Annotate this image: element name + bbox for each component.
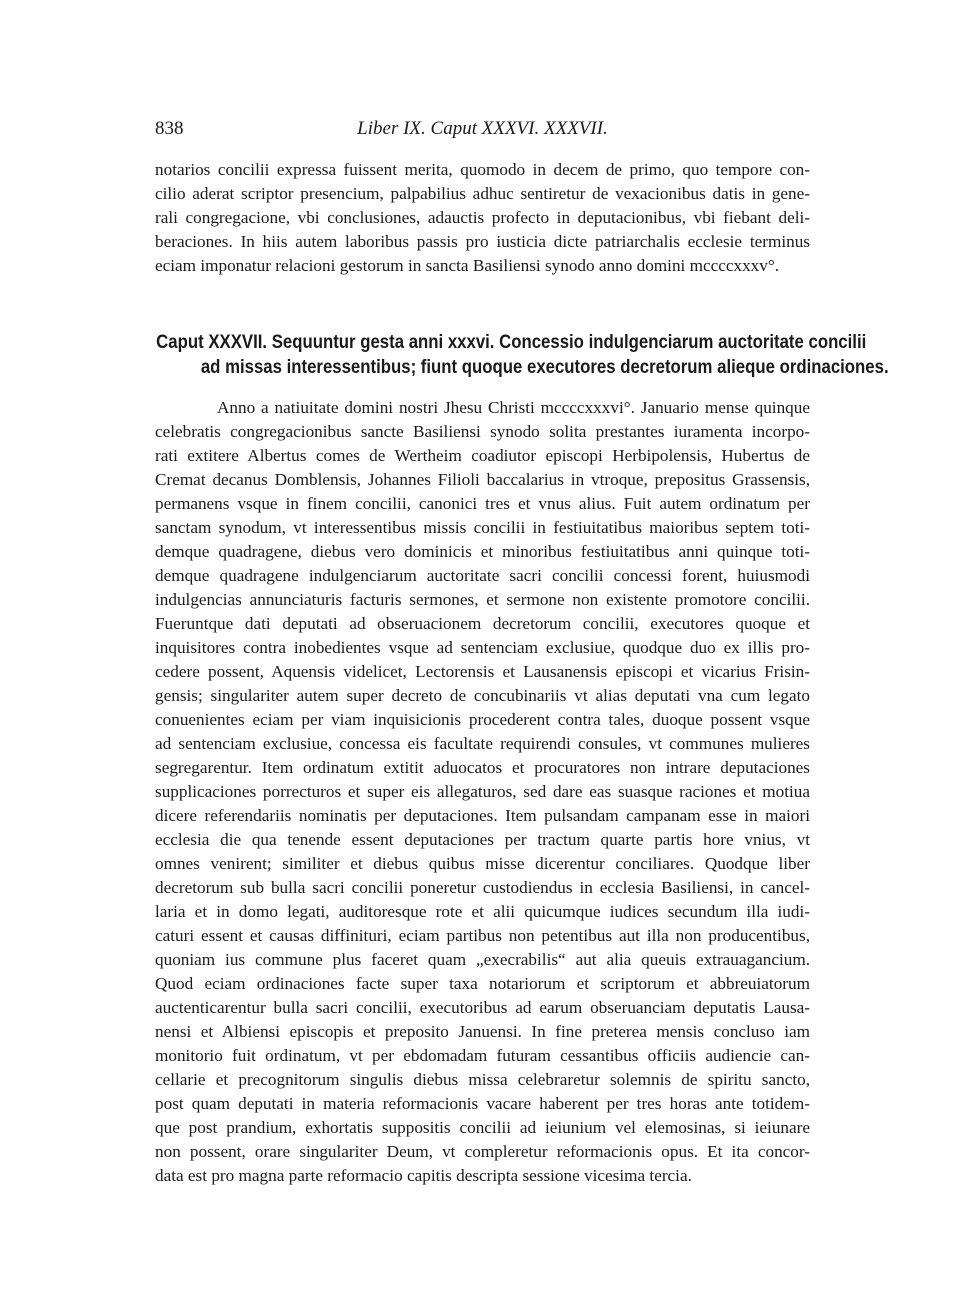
text-line: ad sentenciam exclusiue, concessa eis facultate requirendi consules, vt communes mulieres — [155, 734, 810, 753]
text-line: conuenientes eciam per viam inquisicionis procederent contra tales, duoque possent vsque — [155, 710, 810, 729]
running-head — [155, 118, 810, 144]
continued-paragraph — [155, 158, 810, 278]
text-line: demque quadragene indulgenciarum auctoritate sacri concilii concessi forent, huiusmodi — [155, 566, 810, 585]
text-line: auctenticarentur bulla sacri concilii, executoribus ad earum obseruanciam deputatis Lausa- — [155, 998, 810, 1017]
text-line: demque quadragene, diebus vero dominicis et minoribus festiuitatibus anni quinque toti- — [155, 542, 810, 561]
text-line: monitorio fuit ordinatum, vt per ebdomadam futuram cessantibus officiis audiencie can- — [155, 1046, 810, 1065]
page-number: 838 — [155, 118, 184, 139]
text-line: decretorum sub bulla sacri concilii poneretur custodiendus in ecclesia Basiliensi, in cancel- — [155, 878, 810, 897]
text-line: quoniam ius commune plus faceret quam „execrabilis“ aut alia queuis extrauagancium. — [155, 950, 810, 969]
text-line: que post prandium, exhortatis suppositis concilii ad ieiunium vel elemosinas, si ieiunare — [155, 1118, 810, 1137]
text-line: Anno a natiuitate domini nostri Jhesu Christi mccccxxxvi°. Januario mense quinque — [217, 398, 810, 417]
chapter-body-paragraph — [155, 396, 810, 1188]
text-line: Quod eciam ordinaciones facte super taxa notariorum et scriptorum et abbreuiatorum — [155, 974, 810, 993]
text-line: segregarentur. Item ordinatum extitit aduocatos et procuratores non intrare deputaciones — [155, 758, 810, 777]
text-line: cedere possent, Aquensis videlicet, Lectorensis et Lausanensis episcopi et vicarius Frisin- — [155, 662, 810, 681]
text-line: rali congregacione, vbi conclusiones, adauctis profecto in deputacionibus, vbi fiebant deli- — [155, 208, 810, 227]
text-line: supplicaciones porrecturos et super eis allegaturos, sed dare eas suasque raciones et motiua — [155, 782, 810, 801]
text-line: ecclesia die qua tenende essent deputaciones per tractum quarte partis hore vnius, vt — [155, 830, 810, 849]
chapter-heading — [155, 330, 889, 380]
running-title: Liber IX. Caput XXXVI. XXXVII. — [357, 118, 608, 139]
heading-line: Caput XXXVII. Sequuntur gesta anni xxxvi. Concessio indulgenciarum auctoritate concilii — [155, 331, 866, 353]
text-line: inquisitores contra inobedientes vsque ad sentenciam exclusiue, quodque duo ex illis pro- — [155, 638, 810, 657]
text-line: notarios concilii expressa fuissent merita, quomodo in decem de primo, quo tempore con- — [155, 160, 810, 179]
text-line: rati extitere Albertus comes de Wertheim coadiutor episcopi Herbipolensis, Hubertus de — [155, 446, 810, 465]
text-line: Cremat decanus Domblensis, Johannes Filioli baccalarius in vtroque, prepositus Grassensis, — [155, 470, 810, 489]
text-line: permanens vsque in finem concilii, canonici tres et vnus alius. Fuit autem ordinatum per — [155, 494, 810, 513]
text-line: data est pro magna parte reformacio capitis descripta sessione vicesima tercia. — [155, 1166, 692, 1185]
text-line: beraciones. In hiis autem laboribus passis pro iusticia dicte patriarchalis ecclesie terminus — [155, 232, 810, 251]
text-line: eciam imponatur relacioni gestorum in sancta Basiliensi synodo anno domini mccccxxxv°. — [155, 256, 780, 275]
text-line: gensis; singulariter autem super decreto de concubinariis vt alias deputati vna cum legato — [155, 686, 810, 705]
text-line: indulgencias annunciaturis facturis sermones, et sermone non existente promotore concilii. — [155, 590, 810, 609]
text-line: sanctam synodum, vt interessentibus missis concilii in festiuitatibus maioribus septem toti- — [155, 518, 810, 537]
text-line: cellarie et precognitorum singulis diebus missa celebraretur solemnis de spiritu sancto, — [155, 1070, 810, 1089]
text-line: non possent, orare singulariter Deum, vt compleretur reformacionis opus. Et ita concor- — [155, 1142, 810, 1161]
text-line: dicere referendariis nominatis per deputaciones. Item pulsandam campanam esse in maiori — [155, 806, 810, 825]
text-line: post quam deputati in materia reformacionis vacare haberent per tres horas ante totidem- — [155, 1094, 810, 1113]
heading-line: ad missas interessentibus; fiunt quoque executores decretorum alieque ordinaciones. — [200, 356, 889, 378]
text-line: omnes venirent; similiter et diebus quibus misse dicerentur conciliares. Quodque liber — [155, 854, 810, 873]
text-line: Fueruntque dati deputati ad obseruacionem decretorum concilii, executores quoque et — [155, 614, 810, 633]
text-line: nensi et Albiensi episcopis et preposito Januensi. In fine preterea mensis concluso iam — [155, 1022, 810, 1041]
text-line: celebratis congregacionibus sancte Basiliensi synodo solita prestantes iuramenta incorpo- — [155, 422, 810, 441]
text-line: laria et in domo legati, auditoresque rote et alii quicumque iudices secundum illa iudi- — [155, 902, 810, 921]
text-line: cilio aderat scriptor presencium, palpabilius adhuc sentiretur de vexacionibus datis in gene- — [155, 184, 810, 203]
text-line: caturi essent et causas diffinituri, eciam partibus non petentibus aut illa non producentibus, — [155, 926, 810, 945]
